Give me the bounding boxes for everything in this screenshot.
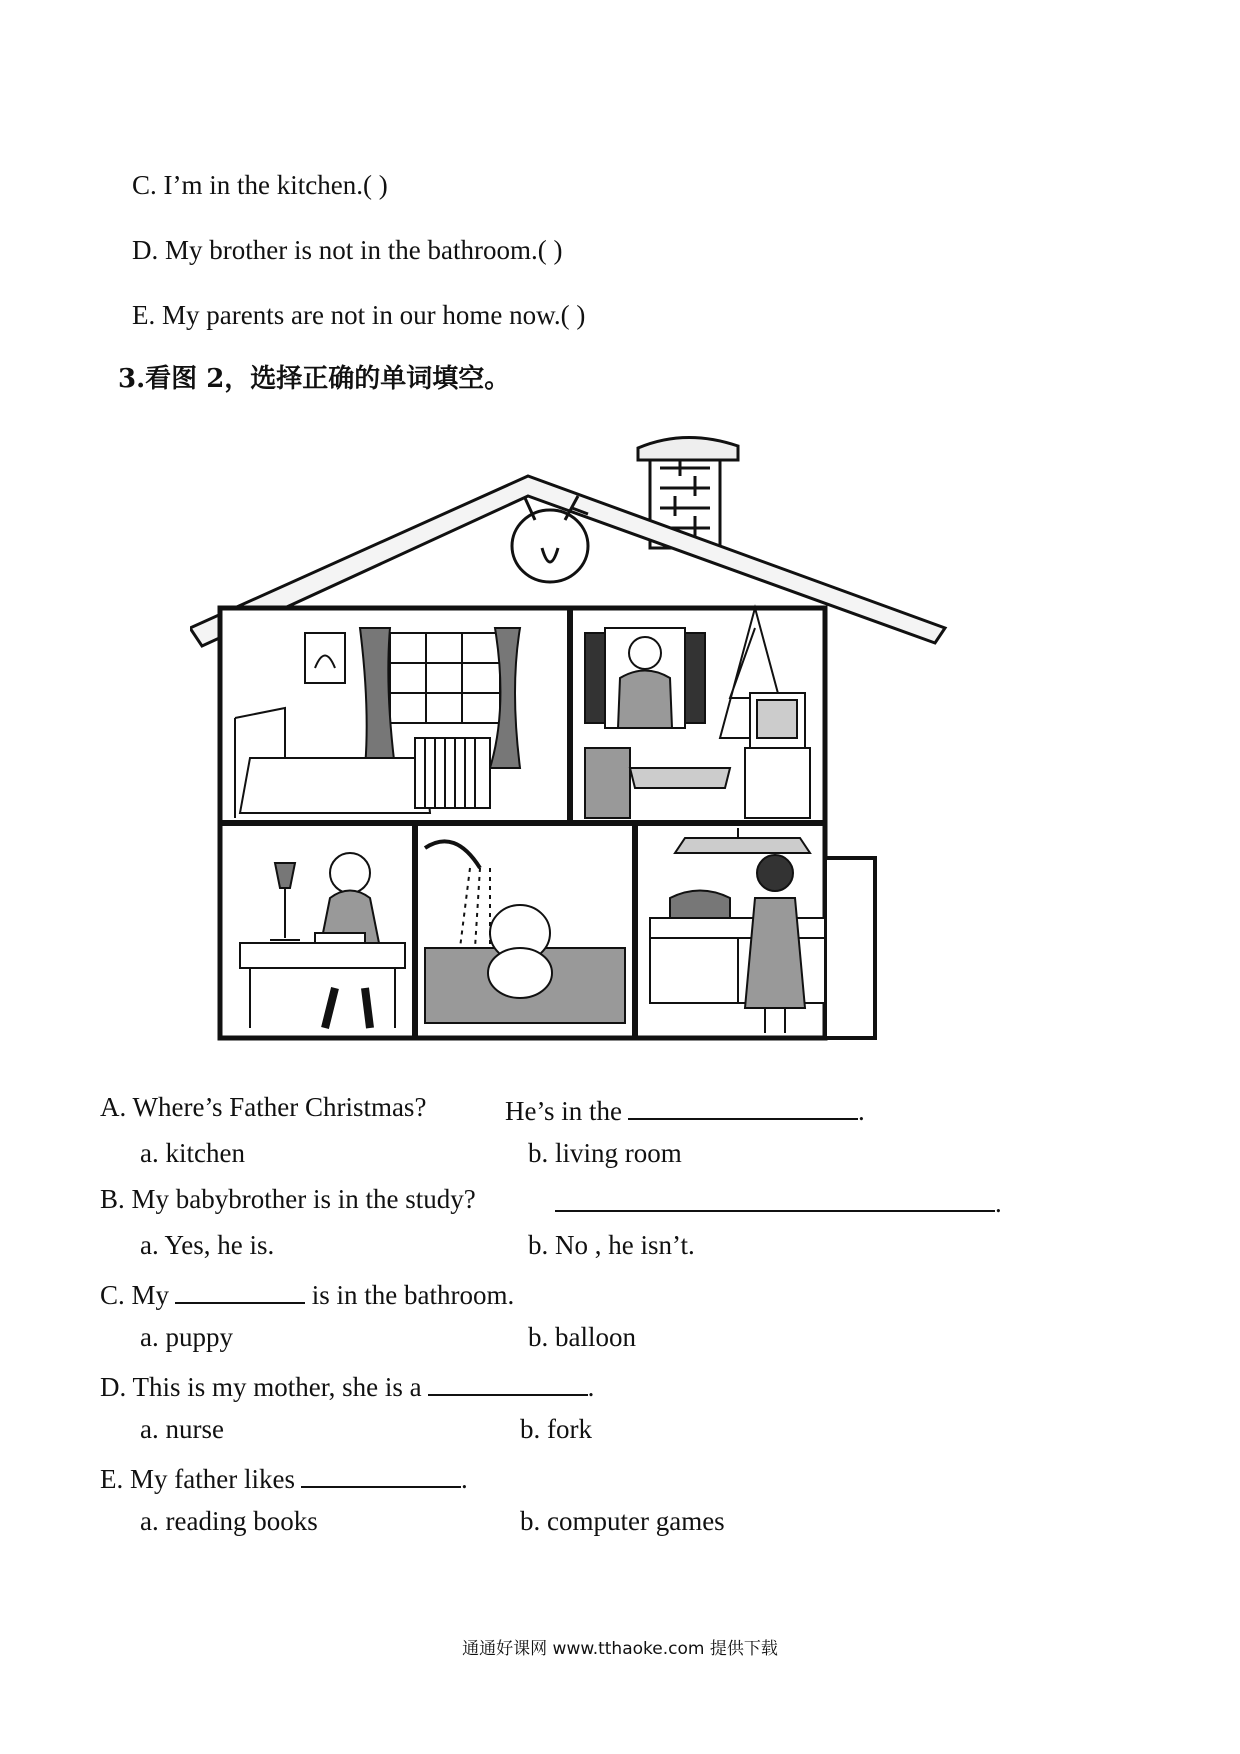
question-a-answer-line: [505, 1094, 865, 1125]
answer-blank-c[interactable]: [175, 1278, 305, 1304]
question-b: [100, 1186, 476, 1213]
question-b-option-a[interactable]: a. Yes, he is.: [140, 1230, 275, 1260]
question-e-option-a[interactable]: a. reading books: [140, 1506, 318, 1536]
question-b-answer-line: [555, 1186, 1002, 1217]
prev-item-d: D. My brother is not in the bathroom.( ): [132, 235, 563, 265]
question-b-end: .: [995, 1188, 1002, 1218]
question-d-prompt: D. This is my mother, she is a: [100, 1372, 422, 1402]
prev-item-c: C. I’m in the kitchen.( ): [132, 170, 388, 200]
question-a-option-a[interactable]: a. kitchen: [140, 1138, 245, 1168]
question-e-prompt: E. My father likes: [100, 1464, 295, 1494]
question-d: [100, 1370, 594, 1401]
question-c-option-a[interactable]: a. puppy: [140, 1322, 233, 1352]
question-a-option-b[interactable]: b. living room: [528, 1138, 682, 1168]
prev-item-e: E. My parents are not in our home now.( ): [132, 300, 586, 330]
question-c-prompt-after: is in the bathroom.: [311, 1280, 515, 1310]
question-a: [100, 1094, 426, 1121]
moose-head: [512, 510, 588, 582]
question-d-option-a[interactable]: a. nurse: [140, 1414, 224, 1444]
question-d-option-b[interactable]: b. fork: [520, 1414, 592, 1444]
answer-blank-e[interactable]: [301, 1462, 461, 1488]
section-heading: 3.看图 2，选择正确的单词填空。: [118, 364, 511, 394]
answer-blank-d[interactable]: [428, 1370, 588, 1396]
question-b-option-b[interactable]: b. No , he isn’t.: [528, 1230, 695, 1260]
answer-blank-a[interactable]: [628, 1094, 858, 1120]
question-a-end: .: [857, 1096, 865, 1126]
question-e: [100, 1462, 468, 1493]
answer-blank-b[interactable]: [555, 1186, 995, 1212]
question-a-answer-lead: He’s in the: [505, 1096, 622, 1126]
question-e-end: .: [460, 1464, 468, 1494]
question-a-prompt: A. Where’s Father Christmas?: [100, 1092, 427, 1122]
question-b-prompt: B. My babybrother is in the study?: [100, 1184, 476, 1214]
house-illustration: [190, 428, 975, 1060]
question-c: [100, 1278, 514, 1309]
question-e-option-b[interactable]: b. computer games: [520, 1506, 725, 1536]
question-c-option-b[interactable]: b. balloon: [528, 1322, 636, 1352]
footer-source: 通通好课网 www.tthaoke.com 提供下载: [462, 1639, 778, 1659]
question-c-prompt-before: C. My: [100, 1280, 170, 1310]
question-d-end: .: [587, 1372, 595, 1402]
